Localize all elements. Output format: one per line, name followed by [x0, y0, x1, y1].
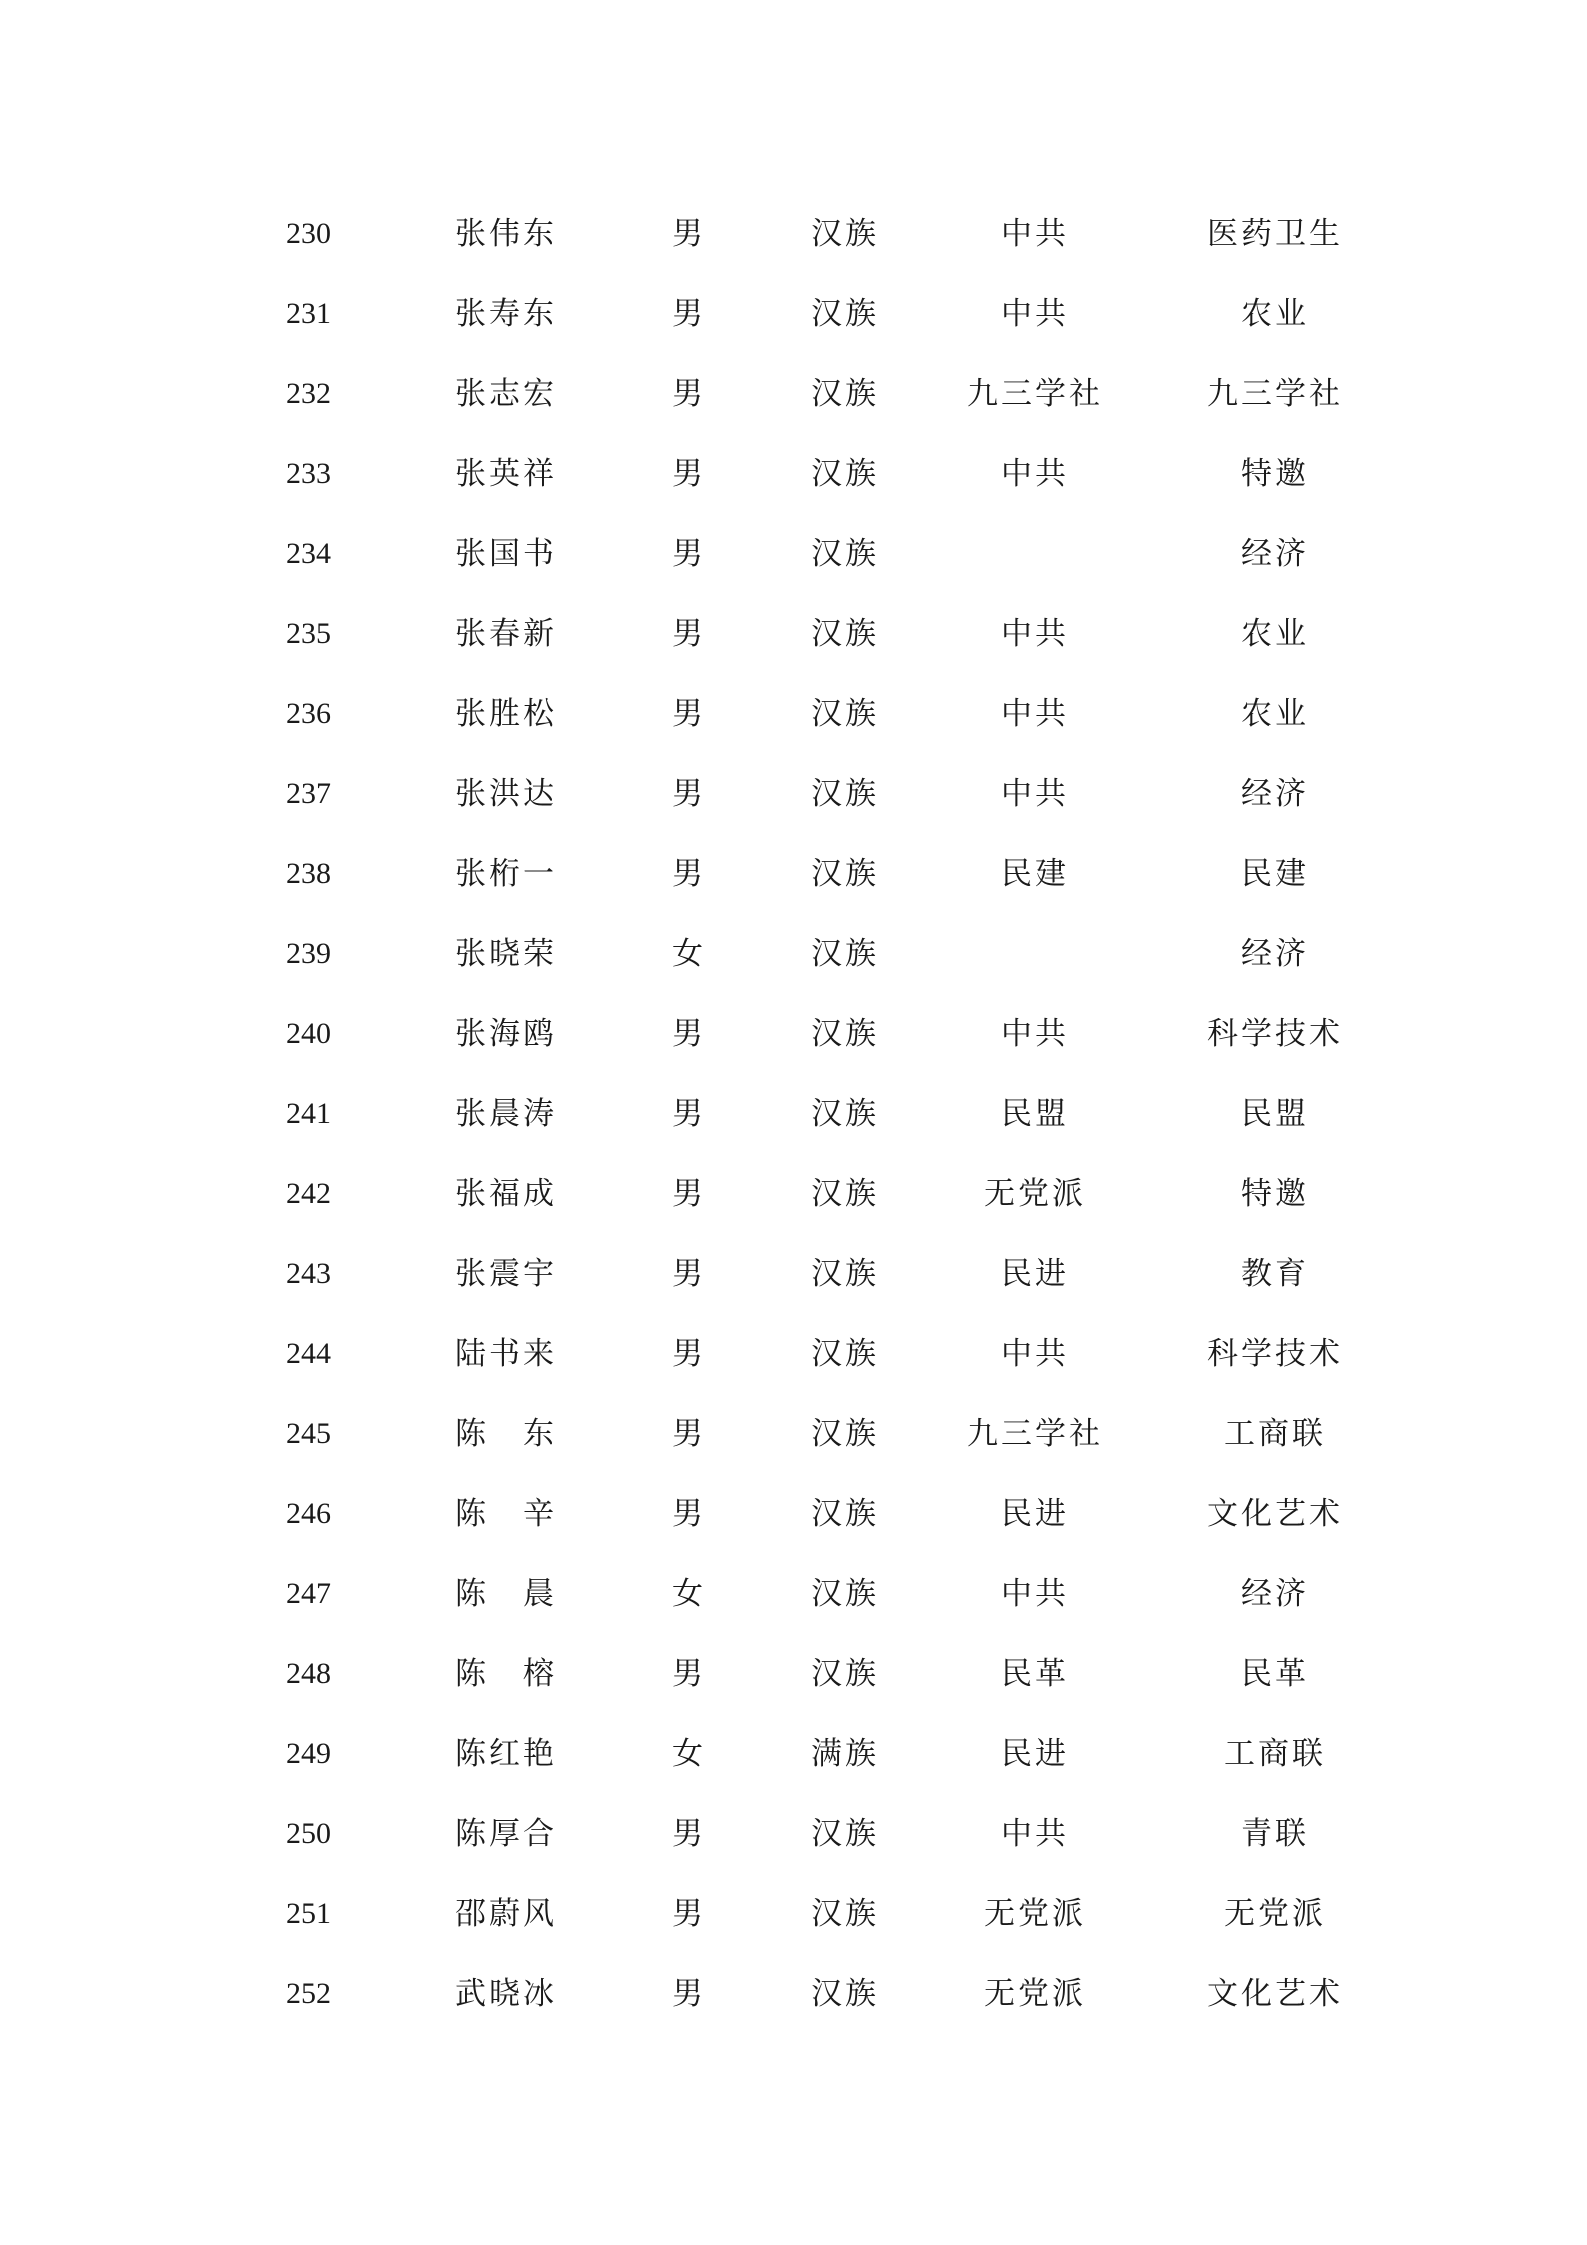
member-name: 张国书: [455, 536, 557, 572]
member-gender: 男: [672, 536, 706, 572]
table-row: [0, 674, 1587, 754]
member-sector: 经济: [1241, 536, 1309, 572]
member-name: 张英祥: [455, 456, 557, 492]
member-number: 245: [286, 1417, 331, 1450]
member-sector: 教育: [1241, 1256, 1309, 1292]
member-gender: 男: [672, 1976, 706, 2012]
table-row: [0, 1634, 1587, 1714]
member-party: 无党派: [984, 1896, 1086, 1932]
member-ethnicity: 汉族: [811, 856, 879, 892]
member-sector: 经济: [1241, 936, 1309, 972]
table-row: [0, 1154, 1587, 1234]
member-ethnicity: 汉族: [811, 1336, 879, 1372]
member-ethnicity: 汉族: [811, 1656, 879, 1692]
member-sector: 文化艺术: [1207, 1496, 1343, 1532]
member-name: 张志宏: [455, 376, 557, 412]
member-sector: 文化艺术: [1207, 1976, 1343, 2012]
member-party: 中共: [1001, 296, 1069, 332]
member-ethnicity: 汉族: [811, 1096, 879, 1132]
member-sector: 经济: [1241, 776, 1309, 812]
member-ethnicity: 汉族: [811, 536, 879, 572]
member-number: 231: [286, 297, 331, 330]
member-name: 陈 辛: [455, 1496, 557, 1532]
member-gender: 男: [672, 1096, 706, 1132]
member-name: 张伟东: [455, 216, 557, 252]
member-party: 中共: [1001, 1816, 1069, 1852]
member-sector: 民革: [1241, 1656, 1309, 1692]
member-gender: 男: [672, 776, 706, 812]
member-number: 239: [286, 937, 331, 970]
member-party: 中共: [1001, 456, 1069, 492]
member-sector: 特邀: [1241, 456, 1309, 492]
member-sector: 民建: [1241, 856, 1309, 892]
table-row: [0, 1794, 1587, 1874]
member-name: 张海鸥: [455, 1016, 557, 1052]
table-row: [0, 514, 1587, 594]
member-sector: 科学技术: [1207, 1336, 1343, 1372]
member-name: 陆书来: [455, 1336, 557, 1372]
member-party: [945, 914, 1125, 994]
member-ethnicity: 汉族: [811, 1176, 879, 1212]
member-sector: 工商联: [1224, 1416, 1326, 1452]
member-sector: 工商联: [1224, 1736, 1326, 1772]
member-ethnicity: 汉族: [811, 296, 879, 332]
member-sector: 无党派: [1224, 1896, 1326, 1932]
table-row: [0, 1554, 1587, 1634]
table-row: [0, 1954, 1587, 2034]
member-gender: 女: [672, 1576, 706, 1612]
member-ethnicity: 汉族: [811, 776, 879, 812]
table-row: [0, 1394, 1587, 1474]
member-sector: 青联: [1241, 1816, 1309, 1852]
member-sector: 医药卫生: [1207, 216, 1343, 252]
member-number: 238: [286, 857, 331, 890]
member-ethnicity: 汉族: [811, 216, 879, 252]
member-number: 250: [286, 1817, 331, 1850]
member-gender: 男: [672, 1016, 706, 1052]
member-number: 247: [286, 1577, 331, 1610]
member-sector: 九三学社: [1207, 376, 1343, 412]
member-name: 张胜松: [455, 696, 557, 732]
member-sector: 农业: [1241, 296, 1309, 332]
member-sector: 民盟: [1241, 1096, 1309, 1132]
member-gender: 男: [672, 696, 706, 732]
member-party: 中共: [1001, 1336, 1069, 1372]
member-number: 243: [286, 1257, 331, 1290]
member-number: 235: [286, 617, 331, 650]
member-sector: 农业: [1241, 616, 1309, 652]
table-row: [0, 994, 1587, 1074]
member-gender: 女: [672, 936, 706, 972]
member-gender: 男: [672, 1816, 706, 1852]
member-number: 246: [286, 1497, 331, 1530]
member-gender: 男: [672, 376, 706, 412]
member-party: 无党派: [984, 1176, 1086, 1212]
member-sector: 农业: [1241, 696, 1309, 732]
member-number: 236: [286, 697, 331, 730]
member-name: 武晓冰: [455, 1976, 557, 2012]
table-row: [0, 274, 1587, 354]
member-name: 陈 东: [455, 1416, 557, 1452]
member-ethnicity: 汉族: [811, 1016, 879, 1052]
member-number: 233: [286, 457, 331, 490]
member-party: [945, 514, 1125, 594]
member-number: 248: [286, 1657, 331, 1690]
member-gender: 男: [672, 616, 706, 652]
member-gender: 男: [672, 456, 706, 492]
member-party: 中共: [1001, 216, 1069, 252]
member-name: 张寿东: [455, 296, 557, 332]
member-gender: 男: [672, 856, 706, 892]
member-ethnicity: 汉族: [811, 1256, 879, 1292]
member-gender: 男: [672, 1496, 706, 1532]
table-row: [0, 834, 1587, 914]
table-row: [0, 1074, 1587, 1154]
member-party: 民进: [1001, 1496, 1069, 1532]
member-number: 249: [286, 1737, 331, 1770]
member-sector: 特邀: [1241, 1176, 1309, 1212]
table-row: [0, 1874, 1587, 1954]
member-ethnicity: 汉族: [811, 936, 879, 972]
member-name: 邵蔚风: [455, 1896, 557, 1932]
member-number: 237: [286, 777, 331, 810]
member-ethnicity: 汉族: [811, 1576, 879, 1612]
member-party: 中共: [1001, 1576, 1069, 1612]
member-ethnicity: 汉族: [811, 1416, 879, 1452]
member-gender: 女: [672, 1736, 706, 1772]
member-number: 232: [286, 377, 331, 410]
member-party: 中共: [1001, 776, 1069, 812]
table-row: [0, 1474, 1587, 1554]
member-sector: 经济: [1241, 1576, 1309, 1612]
member-gender: 男: [672, 1256, 706, 1292]
member-ethnicity: 汉族: [811, 1976, 879, 2012]
member-party: 九三学社: [967, 376, 1103, 412]
member-ethnicity: 汉族: [811, 696, 879, 732]
member-ethnicity: 满族: [811, 1736, 879, 1772]
member-party: 九三学社: [967, 1416, 1103, 1452]
member-number: 244: [286, 1337, 331, 1370]
member-number: 241: [286, 1097, 331, 1130]
member-gender: 男: [672, 296, 706, 332]
member-name: 张春新: [455, 616, 557, 652]
table-row: [0, 1714, 1587, 1794]
member-ethnicity: 汉族: [811, 376, 879, 412]
member-name: 陈 晨: [455, 1576, 557, 1612]
member-ethnicity: 汉族: [811, 456, 879, 492]
member-name: 陈 榕: [455, 1656, 557, 1692]
member-gender: 男: [672, 1656, 706, 1692]
member-gender: 男: [672, 216, 706, 252]
member-party: 民进: [1001, 1256, 1069, 1292]
member-ethnicity: 汉族: [811, 1816, 879, 1852]
member-name: 陈厚合: [455, 1816, 557, 1852]
member-gender: 男: [672, 1336, 706, 1372]
member-party: 中共: [1001, 1016, 1069, 1052]
member-ethnicity: 汉族: [811, 1896, 879, 1932]
table-row: [0, 754, 1587, 834]
member-party: 无党派: [984, 1976, 1086, 2012]
table-row: [0, 1314, 1587, 1394]
member-party: 中共: [1001, 696, 1069, 732]
table-row: [0, 194, 1587, 274]
member-gender: 男: [672, 1416, 706, 1452]
member-number: 234: [286, 537, 331, 570]
member-number: 230: [286, 217, 331, 250]
member-party: 中共: [1001, 616, 1069, 652]
member-number: 242: [286, 1177, 331, 1210]
table-row: [0, 914, 1587, 994]
member-number: 251: [286, 1897, 331, 1930]
member-party: 民进: [1001, 1736, 1069, 1772]
member-party: 民革: [1001, 1656, 1069, 1692]
member-ethnicity: 汉族: [811, 1496, 879, 1532]
member-number: 252: [286, 1977, 331, 2010]
member-name: 张晨涛: [455, 1096, 557, 1132]
member-roster: [0, 194, 1587, 2034]
table-row: [0, 594, 1587, 674]
member-party: 民建: [1001, 856, 1069, 892]
member-sector: 科学技术: [1207, 1016, 1343, 1052]
member-name: 张震宇: [455, 1256, 557, 1292]
member-name: 陈红艳: [455, 1736, 557, 1772]
member-gender: 男: [672, 1176, 706, 1212]
member-name: 张晓荣: [455, 936, 557, 972]
table-row: [0, 1234, 1587, 1314]
member-number: 240: [286, 1017, 331, 1050]
member-ethnicity: 汉族: [811, 616, 879, 652]
member-name: 张福成: [455, 1176, 557, 1212]
table-row: [0, 354, 1587, 434]
table-row: [0, 434, 1587, 514]
member-party: 民盟: [1001, 1096, 1069, 1132]
member-gender: 男: [672, 1896, 706, 1932]
member-name: 张洪达: [455, 776, 557, 812]
member-name: 张桁一: [455, 856, 557, 892]
